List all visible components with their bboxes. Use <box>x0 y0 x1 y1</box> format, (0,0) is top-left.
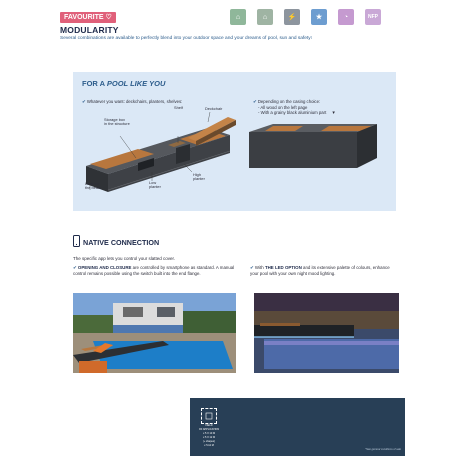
nfp-icon: NFP <box>365 9 381 25</box>
label-deckchair: Deckchair <box>205 106 223 111</box>
check-icon: ✔ <box>73 265 77 270</box>
native-connection-title: NATIVE CONNECTION <box>83 238 160 247</box>
label-storage-box: Storage box in the structure <box>104 117 130 127</box>
apply-dim-3: (+ shapes) <box>203 439 215 443</box>
aluminium-bench-illustration <box>245 118 385 188</box>
label-low-planter: Low planter <box>149 180 161 190</box>
opening-closure-bullet: ✔ OPENING AND CLOSURE are controlled by smartphone as standard. A manual control remains possible using the switch built into the end flange. <box>73 265 235 276</box>
label-shelf: Shelf <box>174 105 183 110</box>
left-check-item: ✔ Whatever you want: deckchairs, planters, shelves: <box>82 99 183 104</box>
label-high-planter: High planter <box>193 172 205 182</box>
arrow-down-icon: ▼ <box>331 110 336 116</box>
daytime-pool-photo <box>73 293 236 373</box>
feature-nfp: NFP COMPLIANT WITH NF P 90-308 STANDARD <box>362 9 384 37</box>
label-leds: Leds on the beam <box>85 181 102 191</box>
native-intro: The specific app lets you control your slatted cover. <box>73 256 176 261</box>
smartphone-icon <box>73 234 80 252</box>
intro-text: Several combinations are available to perfectly blend into your outdoor space and your dreams of pool, sun and safety! <box>60 36 312 41</box>
led-option-bullet: ✔ With THE LED OPTION and its extensive palette of colours, enhance your pool with your own night mood lighting. <box>250 265 390 276</box>
apply-dim-2: ≤ 5 X 12 M <box>202 435 216 439</box>
refurbishment-icon: ⌂ <box>257 9 273 25</box>
slow-mode-icon: ◔ <box>338 9 354 25</box>
page-title: MODULARITY <box>60 25 119 35</box>
mains-power-icon: ⚡ <box>284 9 300 25</box>
dimensions-icon <box>201 408 217 424</box>
check-icon: ✔ <box>250 265 254 270</box>
heart-icon: ♡ <box>105 14 112 21</box>
right-check-item: ✔ Depending on the casing choice: - All wood on the left page - With a grainy black aluminium part ▼ <box>253 99 336 116</box>
feature-new-build: ⌂ NEW BUILD <box>227 9 249 31</box>
apply-line-2: OF APPLICATION <box>198 427 220 431</box>
feature-warranty: ★ METAL SLAT COVER AND STRUCTURE GUARANTEE* <box>308 9 330 40</box>
new-build-icon: ⌂ <box>230 9 246 25</box>
feature-mains-power: ⚡ MAINS POWER SUPPLY <box>281 9 303 34</box>
badge-label: FAVOURITE <box>64 14 104 21</box>
footnote: *See general conditions of sale <box>365 448 401 451</box>
apply-dim-4: ≤ 5.12 M <box>204 443 214 447</box>
right-sub-2: - With a grainy black aluminium part ▼ <box>258 110 336 116</box>
check-icon: ✔ <box>253 99 257 104</box>
pool-section-title: FOR A POOL LIKE YOU <box>82 79 166 88</box>
night-led-pool-photo <box>254 293 399 373</box>
check-icon: ✔ <box>82 99 86 104</box>
right-sub-1: - All wood on the left page <box>258 104 308 110</box>
feature-refurbishment: ⌂ REFURBISHMENT <box>254 9 276 31</box>
favourite-badge <box>60 12 116 23</box>
apply-dim-1: ≤ 5 X 10 M <box>202 431 216 435</box>
warranty-icon: ★ <box>311 9 327 25</box>
field-of-application <box>196 408 222 447</box>
apply-line-1: FIELD <box>205 424 213 427</box>
feature-slow-mode: ◔ SLOW MODE <box>335 9 357 31</box>
